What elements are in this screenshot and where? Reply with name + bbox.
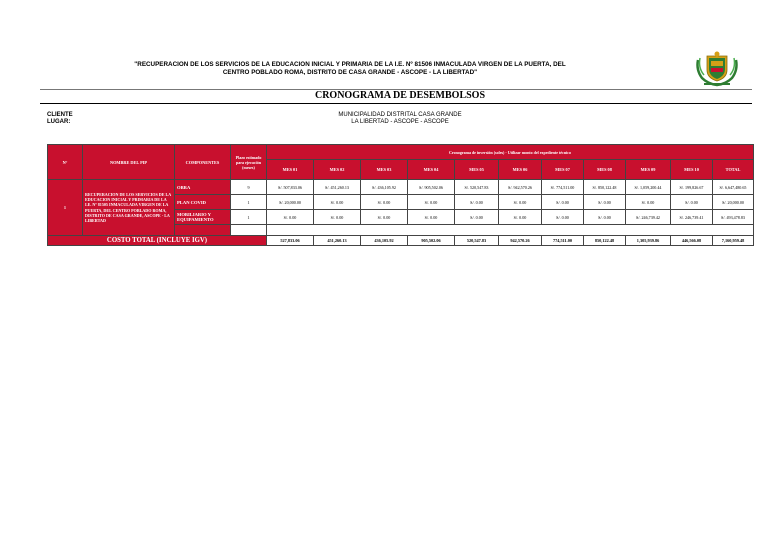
month-value: S/. 451,260.13 (314, 180, 361, 195)
table-row (48, 180, 754, 195)
month-value: S/. 0.00 (626, 195, 671, 210)
month-value: S/. 520,547.83 (455, 180, 499, 195)
month-value: S/. 0.00 (542, 210, 584, 225)
month-value: S/. 0.00 (455, 210, 499, 225)
empty-cell (267, 225, 754, 236)
month-value: S/. 0.00 (314, 210, 361, 225)
client-value: MUNICIPALIDAD DISTRITAL CASA GRANDE (338, 112, 462, 118)
month-total: 1,305,939.86 (626, 236, 671, 246)
month-total: 446,566.08 (671, 236, 713, 246)
col-header-month: MES 10 (671, 160, 713, 180)
month-value: S/. 436,105.92 (361, 180, 408, 195)
pip-name: RECUPERACION DE LOS SERVICIOS DE LA EDUCACION INICIAL Y PRIMARIA DE LA I.E. Nº 81505 INMACULADA VIRGEN DE LA PUERTA, DEL CENTRO POBLADO ROMA, DISTRITO DE CASA GRANDE, ASCOPE - LA LIBERTAD (83, 180, 175, 236)
month-total: 942,570.26 (499, 236, 542, 246)
place-value: LA LIBERTAD - ASCOPE - ASCOPE (351, 119, 449, 125)
col-header-month: MES 08 (584, 160, 626, 180)
client-labels (47, 112, 73, 126)
month-value: S/. 0.00 (499, 195, 542, 210)
place-label: LUGAR: (47, 119, 71, 125)
month-value: S/. 0.00 (361, 195, 408, 210)
month-value: S/. 507,833.06 (267, 180, 314, 195)
row-total: S/. 493,478.83 (713, 210, 754, 225)
item-number: 1 (48, 180, 83, 236)
month-value: S/. 0.00 (408, 195, 455, 210)
month-value: S/. 0.00 (542, 195, 584, 210)
grand-total: 7,160,959.48 (713, 236, 754, 246)
month-value: S/. 246,739.42 (626, 210, 671, 225)
month-total: 520,547.83 (455, 236, 499, 246)
total-cost-label: COSTO TOTAL (INCLUYE IGV) (48, 236, 267, 246)
row-total: S/. 6,647,480.65 (713, 180, 754, 195)
month-value: S/. 1,059,200.44 (626, 180, 671, 195)
client-label: CLIENTE (47, 112, 73, 118)
month-value: S/. 0.00 (408, 210, 455, 225)
col-header-month: MES 06 (499, 160, 542, 180)
col-header-pip-name: NOMBRE DEL PIP (83, 145, 175, 180)
disbursement-schedule-table (47, 144, 754, 246)
col-header-month: MES 03 (361, 160, 408, 180)
month-value: S/. 0.00 (361, 210, 408, 225)
col-header-month: MES 05 (455, 160, 499, 180)
term-value: 1 (231, 210, 267, 225)
empty-cell (231, 225, 267, 236)
month-value: S/. 0.00 (314, 195, 361, 210)
month-value: S/. 199,826.67 (671, 180, 713, 195)
municipal-shield-emblem-icon (692, 50, 742, 88)
col-header-month: MES 07 (542, 160, 584, 180)
col-header-month: MES 09 (626, 160, 671, 180)
month-total: 774,511.00 (542, 236, 584, 246)
month-value: S/. 0.00 (584, 210, 626, 225)
component-name: MOBILIARIO Y EQUIPAMIENTO (175, 210, 231, 225)
col-header-month: MES 01 (267, 160, 314, 180)
col-header-components: COMPONENTES (175, 145, 231, 180)
component-name: PLAN COVID (175, 195, 231, 210)
month-total: 850,122.48 (584, 236, 626, 246)
document-title: CRONOGRAMA DE DESEMBOLSOS (314, 90, 486, 101)
term-value: 9 (231, 180, 267, 195)
month-value: S/. 774,511.00 (542, 180, 584, 195)
investment-schedule-header: Cronograma de inversión (soles) - Utilizar monto del expediente técnico (267, 145, 754, 160)
col-header-total: TOTAL (713, 160, 754, 180)
row-total: S/. 20,000.00 (713, 195, 754, 210)
project-title (40, 61, 660, 77)
month-value: S/. 246,739.41 (671, 210, 713, 225)
month-total: 527,833.06 (267, 236, 314, 246)
month-value: S/. 0.00 (267, 210, 314, 225)
month-value: S/. 905,502.06 (408, 180, 455, 195)
month-value: S/. 942,570.26 (499, 180, 542, 195)
col-header-month: MES 02 (314, 160, 361, 180)
month-total: 905,502.06 (408, 236, 455, 246)
month-total: 451,260.13 (314, 236, 361, 246)
month-value: S/. 0.00 (584, 195, 626, 210)
project-title-line1: "RECUPERACION DE LOS SERVICIOS DE LA EDUCACION INICIAL Y PRIMARIA DE LA I.E. Nº 81506 INMACULADA VIRGEN DE LA PUERTA, DEL (134, 61, 566, 68)
header-rule-bottom (40, 103, 752, 104)
project-title-line2: CENTRO POBLADO ROMA, DISTRITO DE CASA GRANDE - ASCOPE - LA LIBERTAD" (222, 69, 478, 76)
month-total: 436,105.92 (361, 236, 408, 246)
month-value: S/. 0.00 (671, 195, 713, 210)
col-header-term: Plazo estimado para ejecución (meses) (231, 145, 267, 180)
col-header-number: N° (48, 145, 83, 180)
month-value: S/. 0.00 (455, 195, 499, 210)
col-header-month: MES 04 (408, 160, 455, 180)
month-value: S/. 20,000.00 (267, 195, 314, 210)
total-row (48, 236, 754, 246)
component-empty (175, 225, 231, 236)
month-value: S/. 850,122.48 (584, 180, 626, 195)
component-name: OBRA (175, 180, 231, 195)
term-value: 1 (231, 195, 267, 210)
client-values (290, 112, 510, 126)
month-value: S/. 0.00 (499, 210, 542, 225)
